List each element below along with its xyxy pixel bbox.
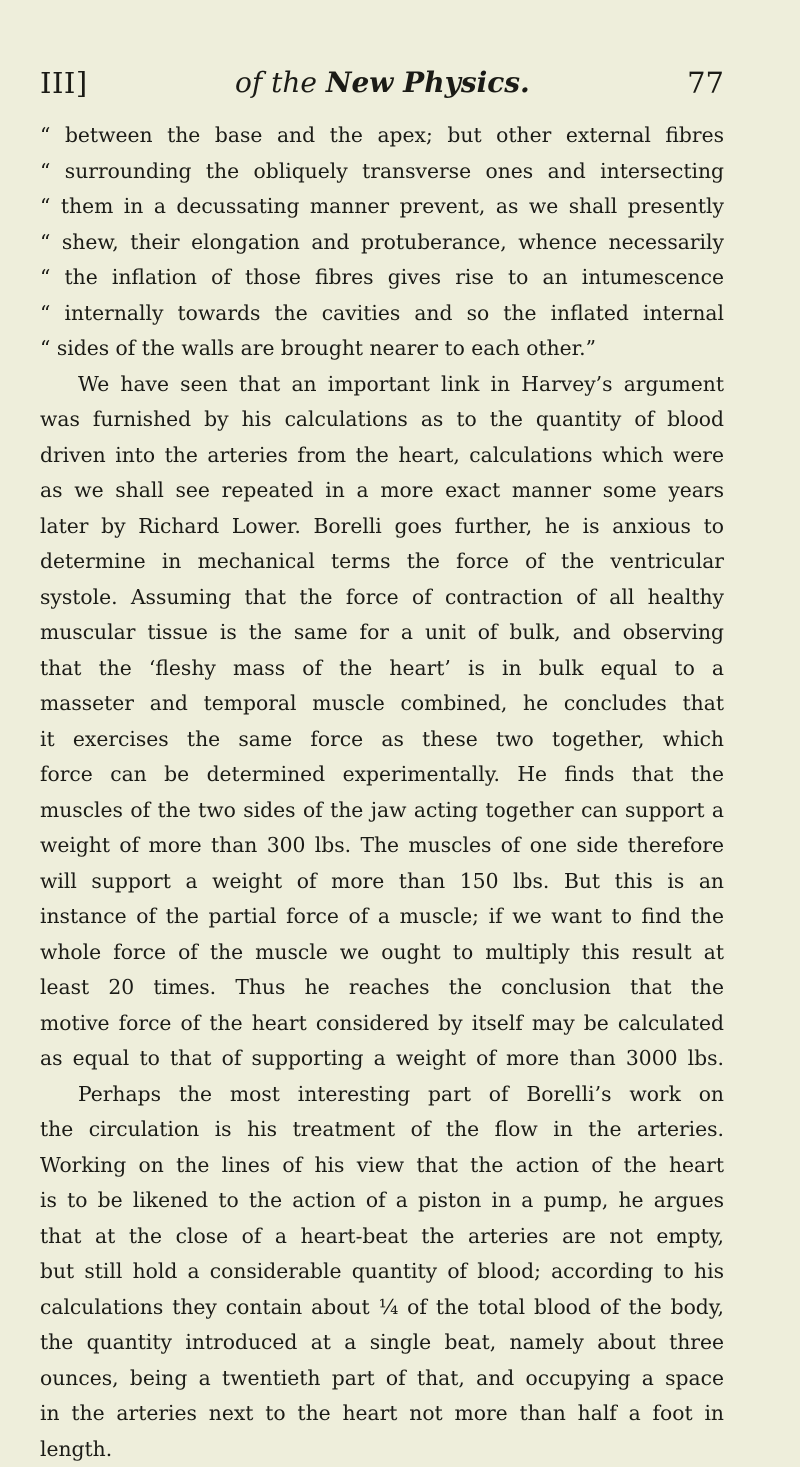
text-line: muscles of the two sides of the jaw acting together can support a — [40, 793, 724, 829]
text-line: “ between the base and the apex; but other external fibres — [40, 118, 724, 154]
text-line: will support a weight of more than 150 lbs. But this is an — [40, 864, 724, 900]
running-title-prefix: of the — [235, 66, 326, 99]
text-line: as equal to that of supporting a weight of more than 3000 lbs. — [40, 1041, 724, 1077]
text-line: “ sides of the walls are brought nearer to each other.” — [40, 331, 724, 367]
text-line: instance of the partial force of a muscle; if we want to find the — [40, 899, 724, 935]
book-page — [40, 0, 730, 1375]
text-line: ounces, being a twentieth part of that, and occupying a space — [40, 1361, 724, 1397]
text-line: systole. Assuming that the force of contraction of all healthy — [40, 580, 724, 616]
text-line: the quantity introduced at a single beat, namely about three — [40, 1325, 724, 1361]
text-line: Working on the lines of his view that the action of the heart — [40, 1148, 724, 1184]
text-line: it exercises the same force as these two together, which — [40, 722, 724, 758]
chapter-number: III] — [40, 66, 88, 100]
text-line: is to be likened to the action of a piston in a pump, he argues — [40, 1183, 724, 1219]
text-line: least 20 times. Thus he reaches the conclusion that the — [40, 970, 724, 1006]
text-line: length. — [40, 1432, 724, 1467]
text-line: that at the close of a heart-beat the arteries are not empty, — [40, 1219, 724, 1255]
text-line: “ the inflation of those fibres gives rise to an intumescence — [40, 260, 724, 296]
text-line: Perhaps the most interesting part of Borelli’s work on — [40, 1077, 724, 1113]
text-line: “ them in a decussating manner prevent, as we shall presently — [40, 189, 724, 225]
running-title-emphasis: New Physics. — [326, 66, 530, 99]
text-line: motive force of the heart considered by itself may be calculated — [40, 1006, 724, 1042]
text-line: We have seen that an important link in Harvey’s argument — [40, 367, 724, 403]
text-line: weight of more than 300 lbs. The muscles of one side therefore — [40, 828, 724, 864]
text-line: muscular tissue is the same for a unit of bulk, and observing — [40, 615, 724, 651]
text-line: was furnished by his calculations as to the quantity of blood — [40, 402, 724, 438]
text-line: “ shew, their elongation and protuberance, whence necessarily — [40, 225, 724, 261]
text-line: that the ‘fleshy mass of the heart’ is in bulk equal to a — [40, 651, 724, 687]
text-line: calculations they contain about ¼ of the total blood of the body, — [40, 1290, 724, 1326]
text-line: masseter and temporal muscle combined, he concludes that — [40, 686, 724, 722]
text-line: the circulation is his treatment of the flow in the arteries. — [40, 1112, 724, 1148]
text-line: determine in mechanical terms the force of the ventricular — [40, 544, 724, 580]
body-text — [40, 118, 724, 1467]
running-head — [40, 66, 724, 106]
text-line: in the arteries next to the heart not more than half a foot in — [40, 1396, 724, 1432]
text-line: later by Richard Lower. Borelli goes further, he is anxious to — [40, 509, 724, 545]
text-line: as we shall see repeated in a more exact manner some years — [40, 473, 724, 509]
page-number: 77 — [687, 66, 724, 100]
running-title — [235, 66, 530, 99]
text-line: whole force of the muscle we ought to multiply this result at — [40, 935, 724, 971]
text-line: “ internally towards the cavities and so the inflated internal — [40, 296, 724, 332]
text-line: “ surrounding the obliquely transverse ones and intersecting — [40, 154, 724, 190]
text-line: force can be determined experimentally. He finds that the — [40, 757, 724, 793]
text-line: but still hold a considerable quantity of blood; according to his — [40, 1254, 724, 1290]
text-line: driven into the arteries from the heart, calculations which were — [40, 438, 724, 474]
